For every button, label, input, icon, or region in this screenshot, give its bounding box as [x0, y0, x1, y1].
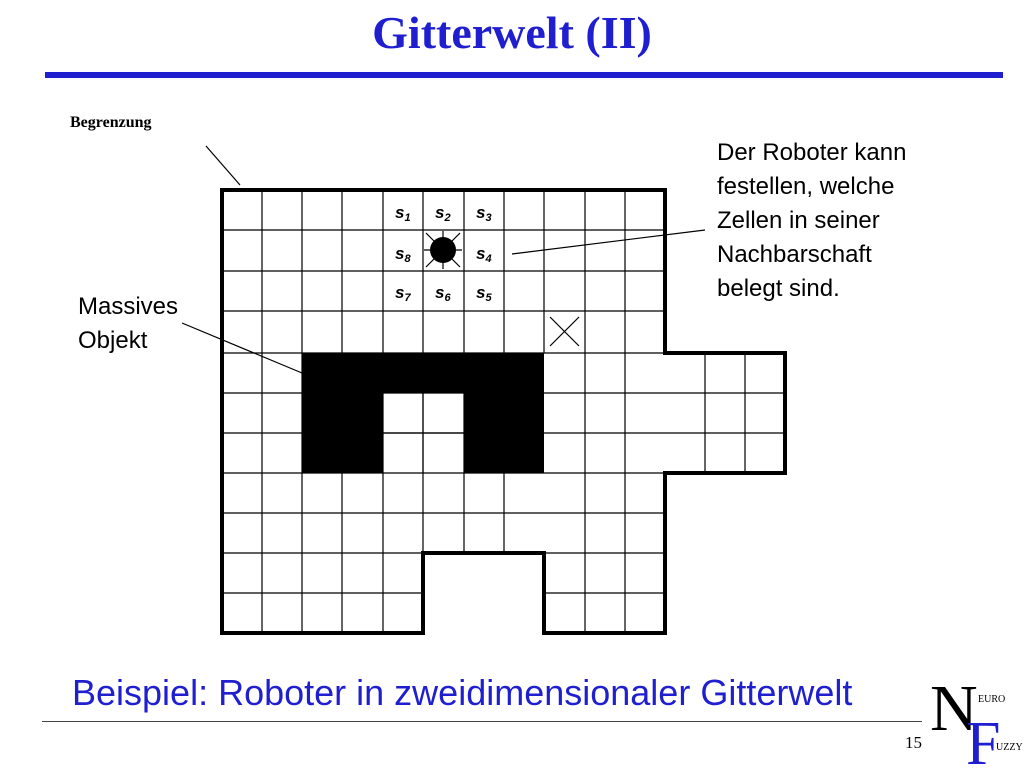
sensor-label-s4: s4: [476, 244, 492, 265]
logo-word-euro: EURO: [978, 694, 1006, 705]
robot: [430, 237, 456, 263]
slide-title: Gitterwelt (II): [372, 7, 652, 58]
robot-leader-line: [512, 230, 705, 254]
boundary-label: Begrenzung: [70, 114, 152, 131]
sensor-label-s5: s5: [476, 283, 492, 304]
robot-description-line: Zellen in seiner: [717, 207, 880, 234]
sensor-label-s2: s2: [435, 203, 451, 224]
sensor-label-s8: s8: [395, 244, 411, 265]
massive-object-label-line: Objekt: [78, 327, 148, 354]
object-notch-lines: [383, 393, 464, 473]
logo-word-uzzy: UZZY: [996, 742, 1023, 753]
sensor-label-s1: s1: [395, 203, 411, 224]
sensor-label-s7: s7: [395, 283, 411, 304]
cross-mark: [550, 317, 579, 346]
robot-description-line: Nachbarschaft: [717, 241, 872, 268]
slide-subtitle: Beispiel: Roboter in zweidimensionaler Gitterwelt: [72, 672, 853, 713]
neuro-fuzzy-logo: [928, 672, 1024, 768]
robot-description-line: Der Roboter kann: [717, 139, 907, 166]
logo-letter-n: N: [930, 672, 978, 745]
robot-description-line: festellen, welche: [717, 173, 895, 200]
object-leader-line: [182, 323, 302, 373]
logo-letter-f: F: [966, 710, 1001, 768]
sensor-label-s6: s6: [435, 283, 451, 304]
robot-description-line: belegt sind.: [717, 275, 840, 302]
sensor-label-s3: s3: [476, 203, 492, 224]
bottom-divider: [42, 721, 922, 722]
massive-object-label-line: Massives: [78, 293, 179, 320]
page-number: 15: [905, 733, 922, 752]
boundary-leader-line: [206, 146, 240, 185]
